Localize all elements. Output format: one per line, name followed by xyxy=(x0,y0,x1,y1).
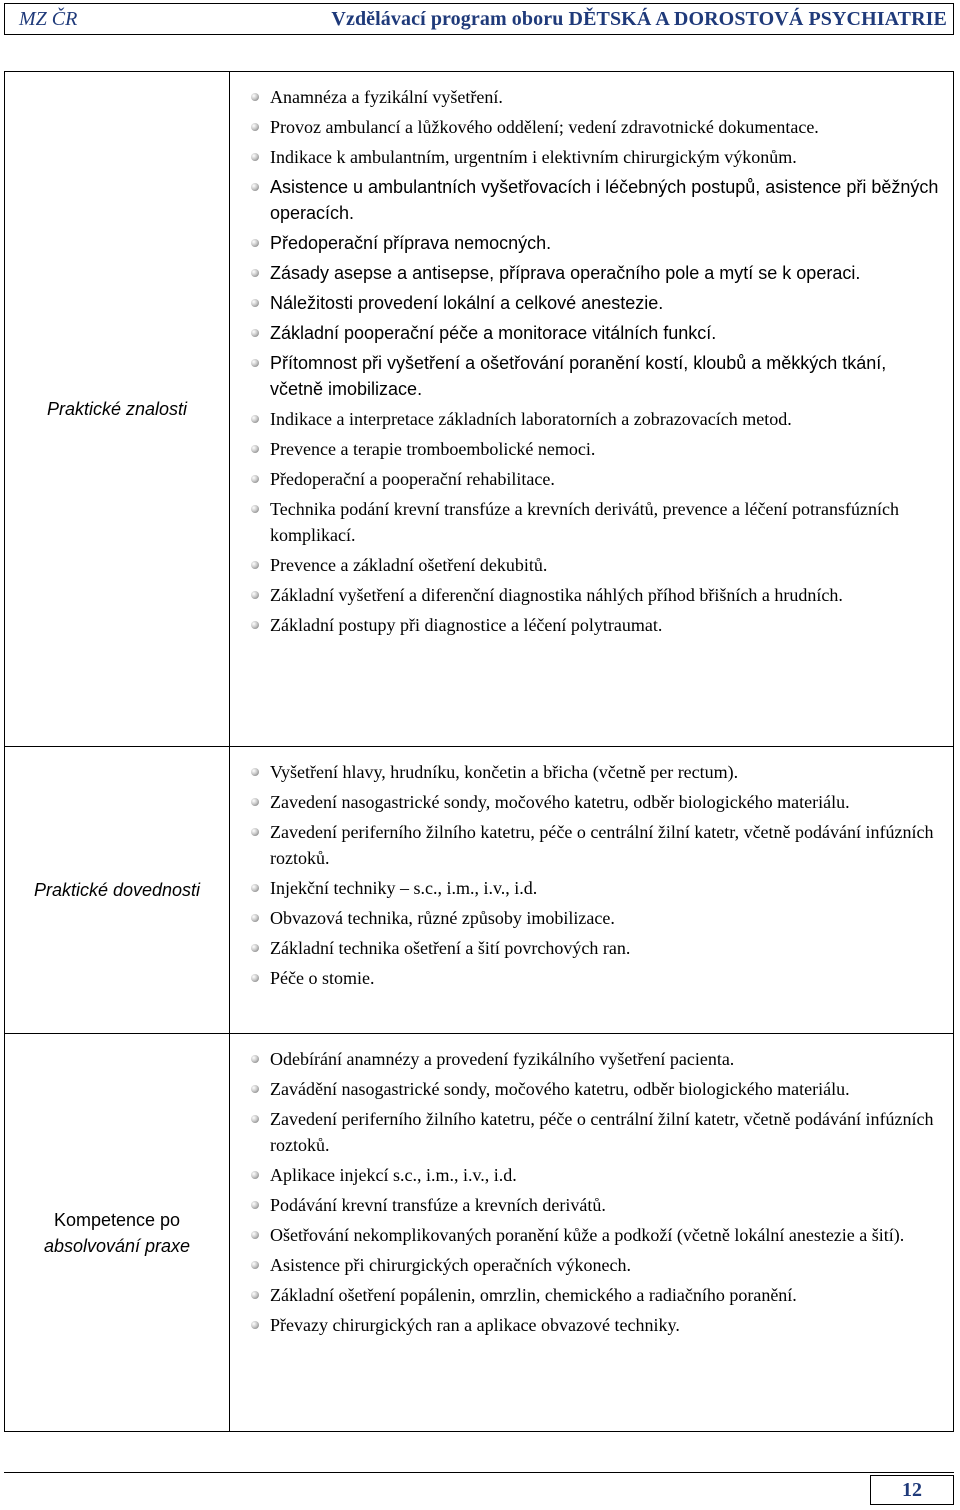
bullet-icon xyxy=(251,445,259,453)
bullet-icon xyxy=(251,239,259,247)
bullet-icon xyxy=(251,828,259,836)
list-item-text: Předoperační příprava nemocných. xyxy=(270,233,552,253)
section-list-cell xyxy=(230,1034,954,1432)
list-item-text: Prevence a terapie tromboembolické nemoci. xyxy=(270,439,596,459)
list-item-text: Náležitosti provedení lokální a celkové anestezie. xyxy=(270,293,664,313)
list-item xyxy=(234,290,943,316)
bullet-list xyxy=(234,759,943,991)
list-item-text: Asistence u ambulantních vyšetřovacích i léčebných postupů, asistence při běžných operacích. xyxy=(270,177,939,223)
bullet-icon xyxy=(251,269,259,277)
list-item xyxy=(234,496,943,548)
list-item xyxy=(234,1252,943,1278)
section-row-skills xyxy=(5,747,954,1034)
bullet-list xyxy=(234,84,943,638)
bullet-icon xyxy=(251,1171,259,1179)
list-item xyxy=(234,965,943,991)
bullet-icon xyxy=(251,1291,259,1299)
footer-divider xyxy=(4,1472,954,1473)
list-item-text: Injekční techniky – s.c., i.m., i.v., i.d. xyxy=(270,878,538,898)
list-item xyxy=(234,759,943,785)
list-item-text: Asistence při chirurgických operačních výkonech. xyxy=(270,1255,632,1275)
list-item-text: Indikace k ambulantním, urgentním i elektivním chirurgickým výkonům. xyxy=(270,147,797,167)
list-item xyxy=(234,905,943,931)
section-label-line1: Praktické dovednosti xyxy=(33,880,201,900)
list-item-text: Převazy chirurgických ran a aplikace obvazové techniky. xyxy=(270,1315,680,1335)
list-item-text: Anamnéza a fyzikální vyšetření. xyxy=(270,87,503,107)
list-item xyxy=(234,819,943,871)
bullet-icon xyxy=(251,183,259,191)
list-item xyxy=(234,320,943,346)
bullet-icon xyxy=(251,884,259,892)
list-item-text: Základní vyšetření a diferenční diagnostika náhlých příhod břišních a hrudních. xyxy=(270,585,843,605)
list-item xyxy=(234,789,943,815)
list-item xyxy=(234,1046,943,1072)
list-item-text: Obvazová technika, různé způsoby imobilizace. xyxy=(270,908,615,928)
bullet-icon xyxy=(251,798,259,806)
list-item xyxy=(234,552,943,578)
list-item xyxy=(234,144,943,170)
bullet-icon xyxy=(251,591,259,599)
list-item-text: Péče o stomie. xyxy=(270,968,375,988)
list-item xyxy=(234,1192,943,1218)
section-row-knowledge xyxy=(5,72,954,747)
section-label xyxy=(5,747,230,1034)
list-item-text: Přítomnost při vyšetření a ošetřování poranění kostí, kloubů a měkkých tkání, včetně imobilizace. xyxy=(270,353,887,399)
list-item-text: Základní pooperační péče a monitorace vitálních funkcí. xyxy=(270,323,717,343)
list-item xyxy=(234,406,943,432)
bullet-icon xyxy=(251,1321,259,1329)
bullet-list xyxy=(234,1046,943,1338)
bullet-icon xyxy=(251,1201,259,1209)
bullet-icon xyxy=(251,1115,259,1123)
bullet-icon xyxy=(251,1085,259,1093)
list-item-text: Ošetřování nekomplikovaných poranění kůže a podkoží (včetně lokální anestezie a šití). xyxy=(270,1225,905,1245)
section-label-line1: Praktické znalosti xyxy=(46,399,188,419)
bullet-icon xyxy=(251,299,259,307)
bullet-icon xyxy=(251,359,259,367)
section-row-competence xyxy=(5,1034,954,1432)
list-item-text: Odebírání anamnézy a provedení fyzikálního vyšetření pacienta. xyxy=(270,1049,735,1069)
list-item-text: Indikace a interpretace základních laboratorních a zobrazovacích metod. xyxy=(270,409,792,429)
list-item xyxy=(234,582,943,608)
bullet-icon xyxy=(251,505,259,513)
list-item xyxy=(234,230,943,256)
bullet-icon xyxy=(251,475,259,483)
list-item xyxy=(234,466,943,492)
bullet-icon xyxy=(251,1261,259,1269)
list-item xyxy=(234,114,943,140)
list-item-text: Základní technika ošetření a šití povrchových ran. xyxy=(270,938,631,958)
list-item xyxy=(234,1106,943,1158)
bullet-icon xyxy=(251,768,259,776)
section-list-cell xyxy=(230,747,954,1034)
bullet-icon xyxy=(251,153,259,161)
bullet-icon xyxy=(251,93,259,101)
list-item xyxy=(234,1282,943,1308)
content-table xyxy=(4,71,954,1432)
section-label-line1: Kompetence po xyxy=(53,1209,181,1230)
list-item-text: Zavedení periferního žilního katetru, péče o centrální žilní katetr, včetně podávání infúzních roztoků. xyxy=(270,1109,934,1155)
header-program-title: Vzdělávací program oboru DĚTSKÁ A DOROSTOVÁ PSYCHIATRIE xyxy=(331,7,947,30)
list-item-text: Základní postupy při diagnostice a léčení polytraumat. xyxy=(270,615,663,635)
page-number: 12 xyxy=(870,1475,954,1505)
list-item-text: Zásady asepse a antisepse, příprava operačního pole a mytí se k operaci. xyxy=(270,263,861,283)
list-item-text: Zavádění nasogastrické sondy, močového katetru, odběr biologického materiálu. xyxy=(270,1079,850,1099)
bullet-icon xyxy=(251,914,259,922)
bullet-icon xyxy=(251,561,259,569)
list-item xyxy=(234,935,943,961)
list-item xyxy=(234,174,943,226)
bullet-icon xyxy=(251,974,259,982)
list-item xyxy=(234,1312,943,1338)
list-item-text: Předoperační a pooperační rehabilitace. xyxy=(270,469,555,489)
list-item-text: Prevence a základní ošetření dekubitů. xyxy=(270,555,548,575)
list-item-text: Provoz ambulancí a lůžkového oddělení; vedení zdravotnické dokumentace. xyxy=(270,117,819,137)
list-item xyxy=(234,350,943,402)
bullet-icon xyxy=(251,1231,259,1239)
list-item xyxy=(234,1076,943,1102)
bullet-icon xyxy=(251,329,259,337)
section-list-cell xyxy=(230,72,954,747)
section-label xyxy=(5,1034,230,1432)
bullet-icon xyxy=(251,621,259,629)
list-item xyxy=(234,1222,943,1248)
list-item-text: Zavedení periferního žilního katetru, péče o centrální žilní katetr, včetně podávání infúzních roztoků. xyxy=(270,822,934,868)
header-ministry: MZ ČR xyxy=(19,7,78,30)
section-label xyxy=(5,72,230,747)
bullet-icon xyxy=(251,415,259,423)
list-item-text: Technika podání krevní transfúze a krevních derivátů, prevence a léčení potransfúzních komplikací. xyxy=(270,499,899,545)
list-item-text: Podávání krevní transfúze a krevních derivátů. xyxy=(270,1195,606,1215)
list-item-text: Aplikace injekcí s.c., i.m., i.v., i.d. xyxy=(270,1165,517,1185)
list-item xyxy=(234,1162,943,1188)
list-item-text: Zavedení nasogastrické sondy, močového katetru, odběr biologického materiálu. xyxy=(270,792,850,812)
list-item-text: Základní ošetření popálenin, omrzlin, chemického a radiačního poranění. xyxy=(270,1285,797,1305)
list-item-text: Vyšetření hlavy, hrudníku, končetin a břicha (včetně per rectum). xyxy=(270,762,739,782)
list-item xyxy=(234,84,943,110)
list-item xyxy=(234,875,943,901)
section-label-line2: absolvování praxe xyxy=(43,1235,191,1256)
bullet-icon xyxy=(251,123,259,131)
list-item xyxy=(234,436,943,462)
bullet-icon xyxy=(251,1055,259,1063)
bullet-icon xyxy=(251,944,259,952)
list-item xyxy=(234,612,943,638)
page-header xyxy=(4,3,954,35)
list-item xyxy=(234,260,943,286)
